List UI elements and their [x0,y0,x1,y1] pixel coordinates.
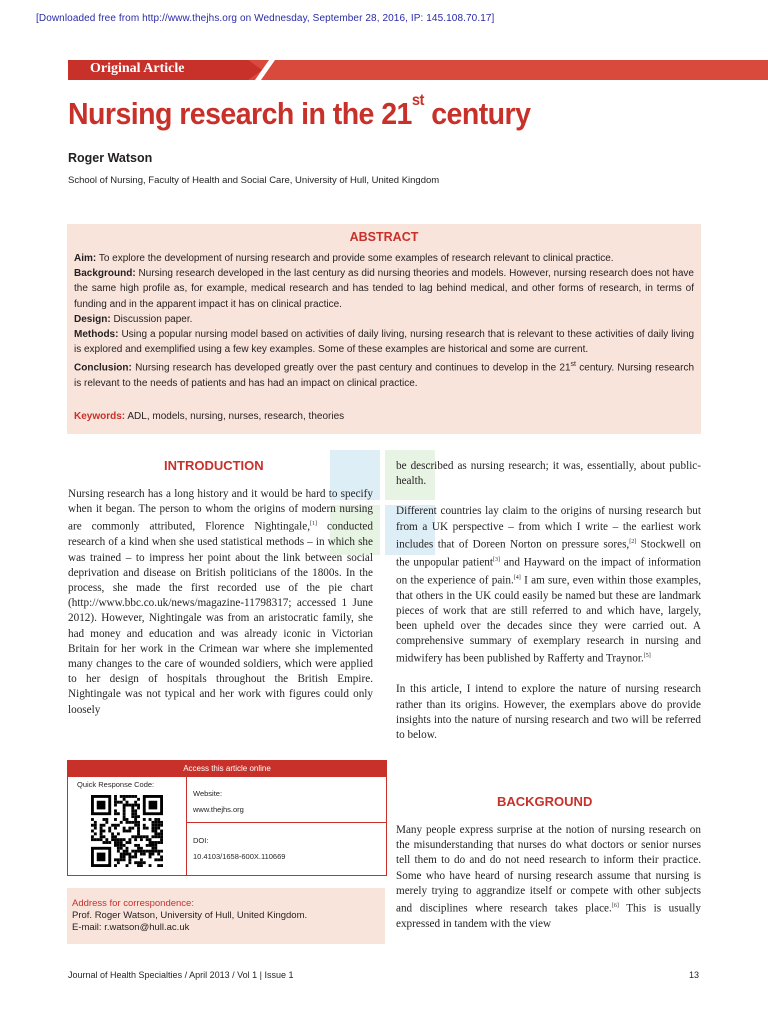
qr-module [126,818,129,821]
qr-module [134,821,137,824]
conclusion-sup: st [570,361,576,369]
qr-module [134,861,137,864]
qr-module [97,853,106,862]
qr-module [134,824,137,827]
qr-module [123,858,126,861]
qr-module [157,858,160,861]
qr-module [140,858,143,861]
qr-module [100,827,103,830]
qr-module [114,827,117,830]
abstract-heading: ABSTRACT [349,230,419,244]
qr-module [149,841,152,844]
qr-module [140,847,143,850]
qr-module [97,838,100,841]
qr-module [131,835,134,838]
title-main: Nursing research in the 21 [68,96,412,131]
qr-module [128,853,131,856]
doi-row [187,824,386,861]
qr-module [154,850,157,853]
qr-module [157,832,160,835]
qr-module [123,807,126,810]
qr-module [120,841,123,844]
qr-module [160,830,163,833]
qr-module [137,821,140,824]
qr-module [126,853,129,856]
qr-module [114,824,117,827]
qr-module [120,821,123,824]
right-p1-d: I am sure, even within those examples, that others in the UK could easily be named but these are landmark pieces of work that are still referred to and which have, largely, been upheld over the decades since they were carried out. A comprehensive summary of exemplary research in nursing and midwifery has been published by Rafferty and Traynor. [396,574,701,666]
qr-module [134,809,137,812]
qr-module [123,853,126,856]
qr-module [120,853,123,856]
intro-text-b: conducted research of a kind when she used statistical methods – in which she was trained – to impress her point about the link between social deprivation and disease on British politicians of the 1800s. In the process, she made the first recorded use of the pie chart (http://www.bbc.co.uk/news/magazine-11798317; accessed 1 June 2012). However, Nightingale was from an aristocratic family, she had money and education and was already iconic in Victorian Britain for her work in the Crimean war where she implemented many changes to the care of wounded soldiers, which were applied to her design of hospitals throughout the British Empire. Nightingale was not typical and her work with figures could only loosely [68,521,373,716]
qr-module [108,830,111,833]
qr-module [160,832,163,835]
qr-module [114,864,117,867]
qr-module [149,838,152,841]
qr-module [120,838,123,841]
qr-module [117,838,120,841]
qr-module [108,841,111,844]
ref-4: [4] [513,574,521,581]
qr-module [137,844,140,847]
qr-module [123,804,126,807]
qr-module [157,824,160,827]
qr-module [100,830,103,833]
design-label: Design: [74,313,111,325]
qr-module [143,824,146,827]
qr-module [146,844,149,847]
qr-module [123,815,126,818]
qr-module [157,864,160,867]
qr-module [111,832,114,835]
qr-module [157,841,160,844]
qr-module [134,838,137,841]
qr-module [131,807,134,810]
correspondence-email[interactable]: E-mail: r.watson@hull.ac.uk [72,922,190,933]
qr-module [140,850,143,853]
qr-module [108,827,111,830]
qr-module [157,835,160,838]
right-p1-a: Different countries lay claim to the origins of nursing research but from a UK perspective – from which I write – the earliest work includes that of Doreen Norton on pressure sores, [396,505,701,551]
banner-label: Original Article [90,61,185,76]
qr-module [131,815,134,818]
qr-module [143,850,146,853]
aim-label: Aim: [74,253,97,264]
qr-module [160,864,163,867]
page-number: 13 [689,970,700,980]
qr-module [120,855,123,858]
qr-module [160,838,163,841]
qr-module [103,818,106,821]
qr-module [131,827,134,830]
ref-2: [2] [629,538,637,545]
qr-module [143,861,146,864]
qr-module [149,801,158,810]
qr-module [123,818,126,821]
qr-panel [68,777,187,875]
qr-module [123,809,126,812]
correspondence-heading: Address for correspondence: [72,898,194,909]
abstract-aim [74,251,694,266]
author-name: Roger Watson [68,151,153,165]
qr-module [123,844,126,847]
conclusion-text-a: Nursing research has developed greatly over the past century and continues to develop in the 21 [135,362,571,374]
qr-module [160,824,163,827]
qr-module [117,812,120,815]
qr-module [126,795,129,798]
qr-module [126,830,129,833]
qr-module [137,861,140,864]
intro-text-a: Nursing research has a long history and it would be hard to specify when it began. The person to whom the origins of modern nursing are commonly attributed, Florence Nightingale, [68,488,373,534]
qr-module [131,809,134,812]
qr-module [140,835,143,838]
article-title [68,92,531,132]
right-p1-c: and Hayward on the impact of information on the experience of pain. [396,556,701,587]
qr-module [114,812,117,815]
qr-module [120,801,123,804]
qr-module [151,847,154,850]
correspondence-box [67,888,385,944]
abstract-box [67,224,701,434]
introduction-column [68,487,373,718]
right-paragraph-1 [396,504,701,667]
qr-module [128,838,131,841]
qr-module [131,855,134,858]
qr-module [131,795,134,798]
qr-module [128,861,131,864]
qr-module [120,858,123,861]
qr-module [131,850,134,853]
background-label: Background: [74,268,136,280]
qr-module [151,835,154,838]
qr-module [94,832,97,835]
qr-module [117,858,120,861]
qr-module [100,838,103,841]
qr-module [146,827,149,830]
qr-module [140,853,143,856]
qr-module [94,824,97,827]
conclusion-text-b: century. Nursing research is relevant to the needs of patients and has had an impact on clinical practice. [74,362,695,389]
qr-module [154,841,157,844]
qr-module [134,835,137,838]
qr-module [103,824,106,827]
qr-module [146,835,149,838]
qr-module [151,830,154,833]
download-notice: [Downloaded free from http://www.thejhs.org on Wednesday, September 28, 2016, IP: 145.108.70.17] [36,13,495,24]
qr-module [154,832,157,835]
qr-module [126,801,129,804]
title-end: century [423,96,531,131]
qr-module [151,821,154,824]
bg-text-b: This is usually expressed in tandem with the view [396,902,701,930]
qr-label: Quick Response Code: [77,780,155,789]
qr-module [160,835,163,838]
qr-module [103,830,106,833]
keywords-label: Keywords: [74,411,126,422]
qr-module [140,864,143,867]
qr-module [117,841,120,844]
qr-module [117,850,120,853]
qr-module [140,861,143,864]
qr-module [97,801,106,810]
website-label: Website: [193,789,223,798]
qr-module [114,798,117,801]
qr-module [100,832,103,835]
qr-module [146,850,149,853]
qr-module [151,853,154,856]
access-info-panel [187,777,386,875]
qr-module [117,844,120,847]
qr-module [126,847,129,850]
qr-module [151,824,154,827]
qr-module [151,844,154,847]
qr-module [114,858,117,861]
bg-text-a: Many people express surprise at the notion of nursing research on the misunderstanding that nurses do what doctors or senior nurses tell them to do and do not need research to inform their practice. Some who have heard of nursing research assume that nursing is merely trying to aggrandize itself or compete with other subjects and disciplines where research takes place. [396,824,701,915]
qr-module [91,818,94,821]
aim-text: To explore the development of nursing research and provide some examples of research relevant to clinical practice. [98,253,614,264]
title-sup: st [411,92,424,109]
introduction-paragraph [68,487,373,718]
qr-module [117,801,120,804]
qr-module [157,818,160,821]
qr-module [154,847,157,850]
qr-module [149,855,152,858]
qr-module [91,838,94,841]
qr-module [117,861,120,864]
qr-module [137,815,140,818]
qr-module [91,830,94,833]
qr-module [134,795,137,798]
doi-label: DOI: [193,836,209,845]
qr-module [160,855,163,858]
correspondence-line-1: Prof. Roger Watson, University of Hull, United Kingdom. [72,910,308,921]
keywords-text: ADL, models, nursing, nurses, research, theories [127,411,345,422]
qr-module [137,864,140,867]
qr-module [91,835,94,838]
qr-module [128,827,131,830]
qr-module [94,821,97,824]
qr-module [157,821,160,824]
qr-module [128,804,131,807]
doi-value[interactable]: 10.4103/1658-600X.110669 [193,852,286,861]
qr-module [154,830,157,833]
qr-module [114,838,117,841]
abstract-conclusion [74,357,694,391]
qr-module [149,850,152,853]
methods-text: Using a popular nursing model based on activities of daily living, nursing research that is relevant to these activities of daily living is explored and exemplified using a few key examples. Some of these examples are historical and some are current. [74,329,695,356]
qr-module [157,827,160,830]
qr-module [134,855,137,858]
right-paragraph-2: In this article, I intend to explore the nature of nursing research rather than its origins. However, the exemplars above do provide insights into the nature of nursing research and two will be referred to below. [396,683,701,741]
design-text: Discussion paper. [113,313,193,325]
qr-module [114,818,117,821]
qr-module [146,838,149,841]
qr-module [114,801,117,804]
qr-module [137,832,140,835]
qr-module [143,853,146,856]
qr-code-icon[interactable] [91,795,163,867]
qr-module [123,798,126,801]
qr-module [120,847,123,850]
qr-module [123,812,126,815]
website-link[interactable]: www.thejhs.org [193,805,244,814]
qr-module [151,827,154,830]
qr-module [114,795,117,798]
background-text: Nursing research developed in the last century as did nursing theories and models. However, nursing research does not have the same high profile as, for example, medical research and has tended to lag behind medical, and other forms of research, in terms of funding and in the apparent impact it has on clinical practice. [74,268,694,310]
qr-module [134,804,137,807]
qr-module [160,821,163,824]
qr-module [154,824,157,827]
qr-module [151,850,154,853]
access-box [67,760,387,876]
qr-module [154,821,157,824]
qr-module [134,853,137,856]
right-column [396,459,701,743]
qr-module [100,824,103,827]
qr-module [128,858,131,861]
qr-module [160,858,163,861]
right-paragraph-0: be described as nursing research; it was, essentially, about public-health. [396,460,701,488]
qr-module [143,827,146,830]
qr-module [149,864,152,867]
qr-module [134,812,137,815]
qr-module [134,815,137,818]
qr-module [100,835,103,838]
qr-module [94,838,97,841]
qr-module [134,818,137,821]
qr-module [160,850,163,853]
qr-module [128,830,131,833]
qr-module [111,824,114,827]
introduction-heading: INTRODUCTION [164,458,264,473]
abstract-methods [74,327,694,357]
qr-module [134,844,137,847]
qr-module [123,838,126,841]
qr-module [134,801,137,804]
qr-module [111,838,114,841]
right-p1-b: Stockwell on the unpopular patient [396,538,701,569]
author-affiliation: School of Nursing, Faculty of Health and Social Care, University of Hull, United Kingdom [68,175,440,186]
qr-module [137,835,140,838]
qr-module [120,795,123,798]
qr-module [137,824,140,827]
qr-module [157,853,160,856]
keywords [74,411,344,422]
qr-module [157,850,160,853]
qr-module [154,835,157,838]
qr-module [114,841,117,844]
journal-footer: Journal of Health Specialties / April 2013 / Vol 1 | Issue 1 [68,970,294,980]
qr-module [117,832,120,835]
qr-module [123,827,126,830]
qr-module [94,827,97,830]
qr-module [126,850,129,853]
qr-module [137,827,140,830]
qr-module [154,844,157,847]
qr-module [137,850,140,853]
qr-module [137,830,140,833]
ref-3: [3] [493,556,501,563]
qr-module [149,818,152,821]
abstract-design [74,312,694,327]
qr-module [137,847,140,850]
qr-module [154,818,157,821]
qr-module [105,821,108,824]
qr-module [126,841,129,844]
qr-module [131,804,134,807]
qr-module [126,821,129,824]
qr-module [123,855,126,858]
qr-module [149,844,152,847]
background-paragraph [396,823,701,932]
qr-module [123,850,126,853]
qr-module [123,795,126,798]
qr-module [105,841,108,844]
qr-module [105,818,108,821]
qr-module [128,855,131,858]
qr-module [137,804,140,807]
ref-6: [6] [611,903,619,910]
qr-module [151,841,154,844]
qr-module [114,809,117,812]
methods-label: Methods: [74,329,119,341]
abstract-body [74,251,694,391]
qr-module [126,864,129,867]
qr-module [117,824,120,827]
ref-5: [5] [643,653,651,660]
qr-module [128,795,131,798]
qr-module [154,827,157,830]
article-type-banner [68,60,768,80]
qr-module [103,841,106,844]
qr-module [120,844,123,847]
qr-module [134,850,137,853]
qr-module [143,818,146,821]
qr-module [149,853,152,856]
qr-module [128,841,131,844]
qr-module [137,807,140,810]
qr-module [140,838,143,841]
qr-module [91,824,94,827]
qr-module [103,835,106,838]
qr-module [126,804,129,807]
conclusion-label: Conclusion: [74,362,132,374]
qr-module [123,830,126,833]
qr-module [111,835,114,838]
qr-module [131,821,134,824]
qr-module [114,835,117,838]
abstract-background [74,266,694,312]
background-column [396,823,701,932]
ref-1: [1] [310,521,317,528]
qr-module [114,804,117,807]
qr-module [105,838,108,841]
qr-module [143,835,146,838]
qr-module [131,812,134,815]
qr-module [154,858,157,861]
qr-module [137,798,140,801]
access-box-header: Access this article online [68,761,386,777]
background-heading: BACKGROUND [497,794,593,809]
qr-module [117,847,120,850]
qr-module [114,844,117,847]
qr-module [128,821,131,824]
website-row [187,777,386,823]
qr-module [160,841,163,844]
